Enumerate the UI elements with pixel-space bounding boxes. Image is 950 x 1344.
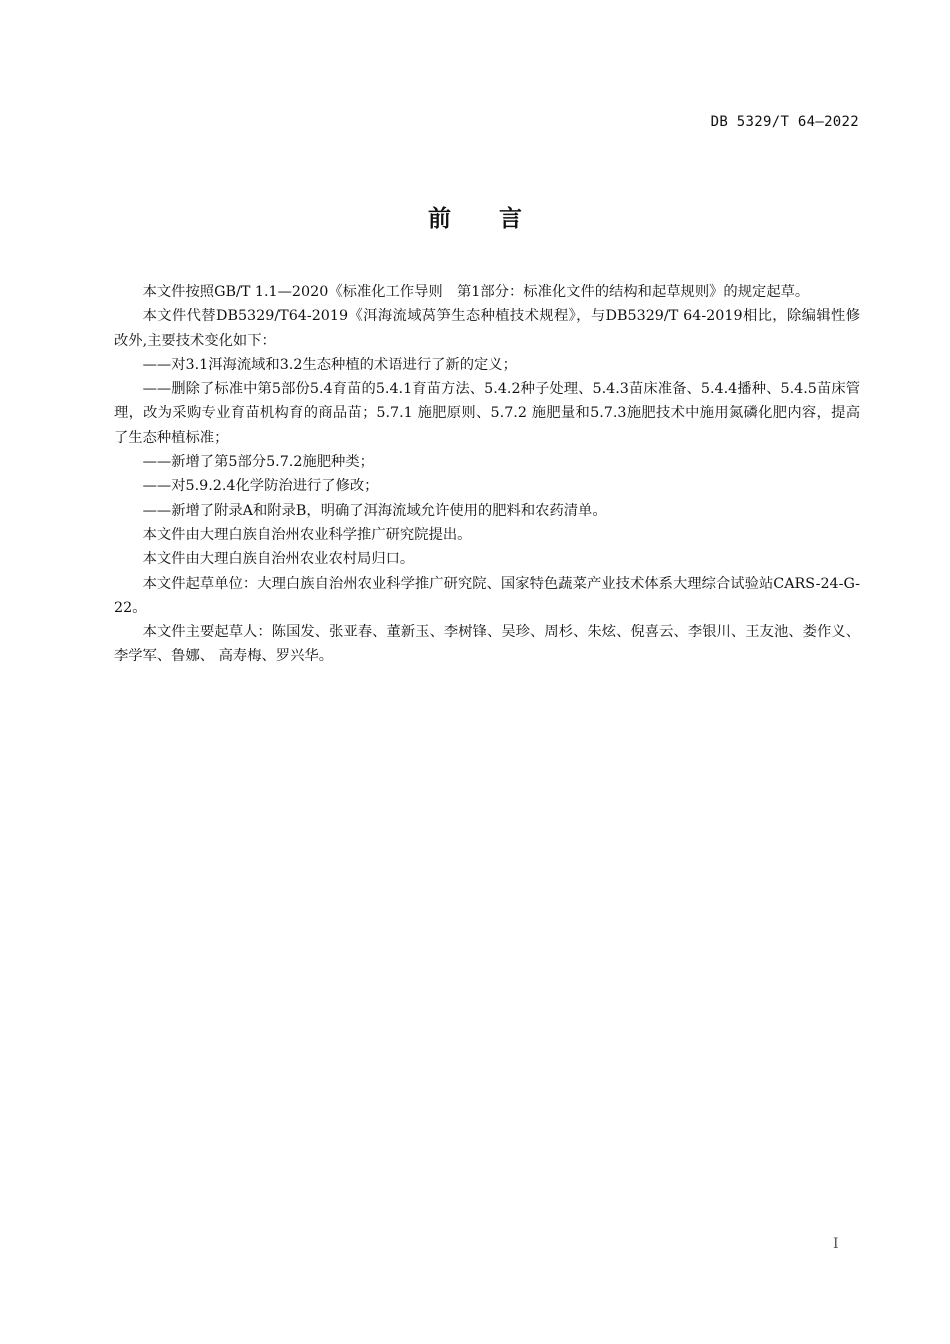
paragraph-drafters: 本文件主要起草人：陈国发、张亚春、董新玉、李树锋、吴珍、周杉、朱炫、倪喜云、李银川、王友池、娄作义、李学军、鲁娜、 高寿梅、罗兴华。 (114, 624, 860, 665)
paragraph-proposer: 本文件由大理白族自治州农业科学推广研究院提出。 (142, 526, 472, 543)
paragraph-change-fertilizer-types: ——新增了第5部分5.7.2施肥种类； (142, 454, 374, 471)
paragraph-change-terms: ——对3.1洱海流域和3.2生态种植的术语进行了新的定义； (142, 356, 517, 373)
page-number: I (833, 1236, 839, 1252)
paragraph-change-seedling: ——删除了标准中第5部份5.4育苗的5.4.1育苗方法、5.4.2种子处理、5.4.3苗床准备、5.4.4播种、5.4.5苗床管理，改为采购专业育苗机构育的商品苗；5.7.1 施肥原则、5.7.2 施肥量和5.7.3施肥技术中施用氮磷化肥内容，提高了生态种植标准； (114, 381, 860, 446)
paragraph-replacement: 本文件代替DB5329/T64-2019《洱海流域莴笋生态种植技术规程》，与DB5329/T 64-2019相比，除编辑性修改外,主要技术变化如下： (114, 308, 860, 349)
preface-body (114, 280, 860, 669)
paragraph-change-chemical-control: ——对5.9.2.4化学防治进行了修改； (142, 478, 379, 495)
paragraph-drafting-units: 本文件起草单位：大理白族自治州农业科学推广研究院、国家特色蔬菜产业技术体系大理综合试验站CARS-24-G-22。 (114, 575, 860, 616)
document-code: DB 5329/T 64—2022 (710, 114, 859, 130)
paragraph-administrator: 本文件由大理白族自治州农业农村局归口。 (142, 551, 415, 568)
paragraph-drafting-rules: 本文件按照GB/T 1.1—2020《标准化工作导则 第1部分：标准化文件的结构和起草规则》的规定起草。 (142, 284, 810, 300)
page-title: 前言 (428, 206, 570, 232)
paragraph-change-appendices: ——新增了附录A和附录B，明确了洱海流域允许使用的肥料和农药清单。 (142, 502, 607, 519)
